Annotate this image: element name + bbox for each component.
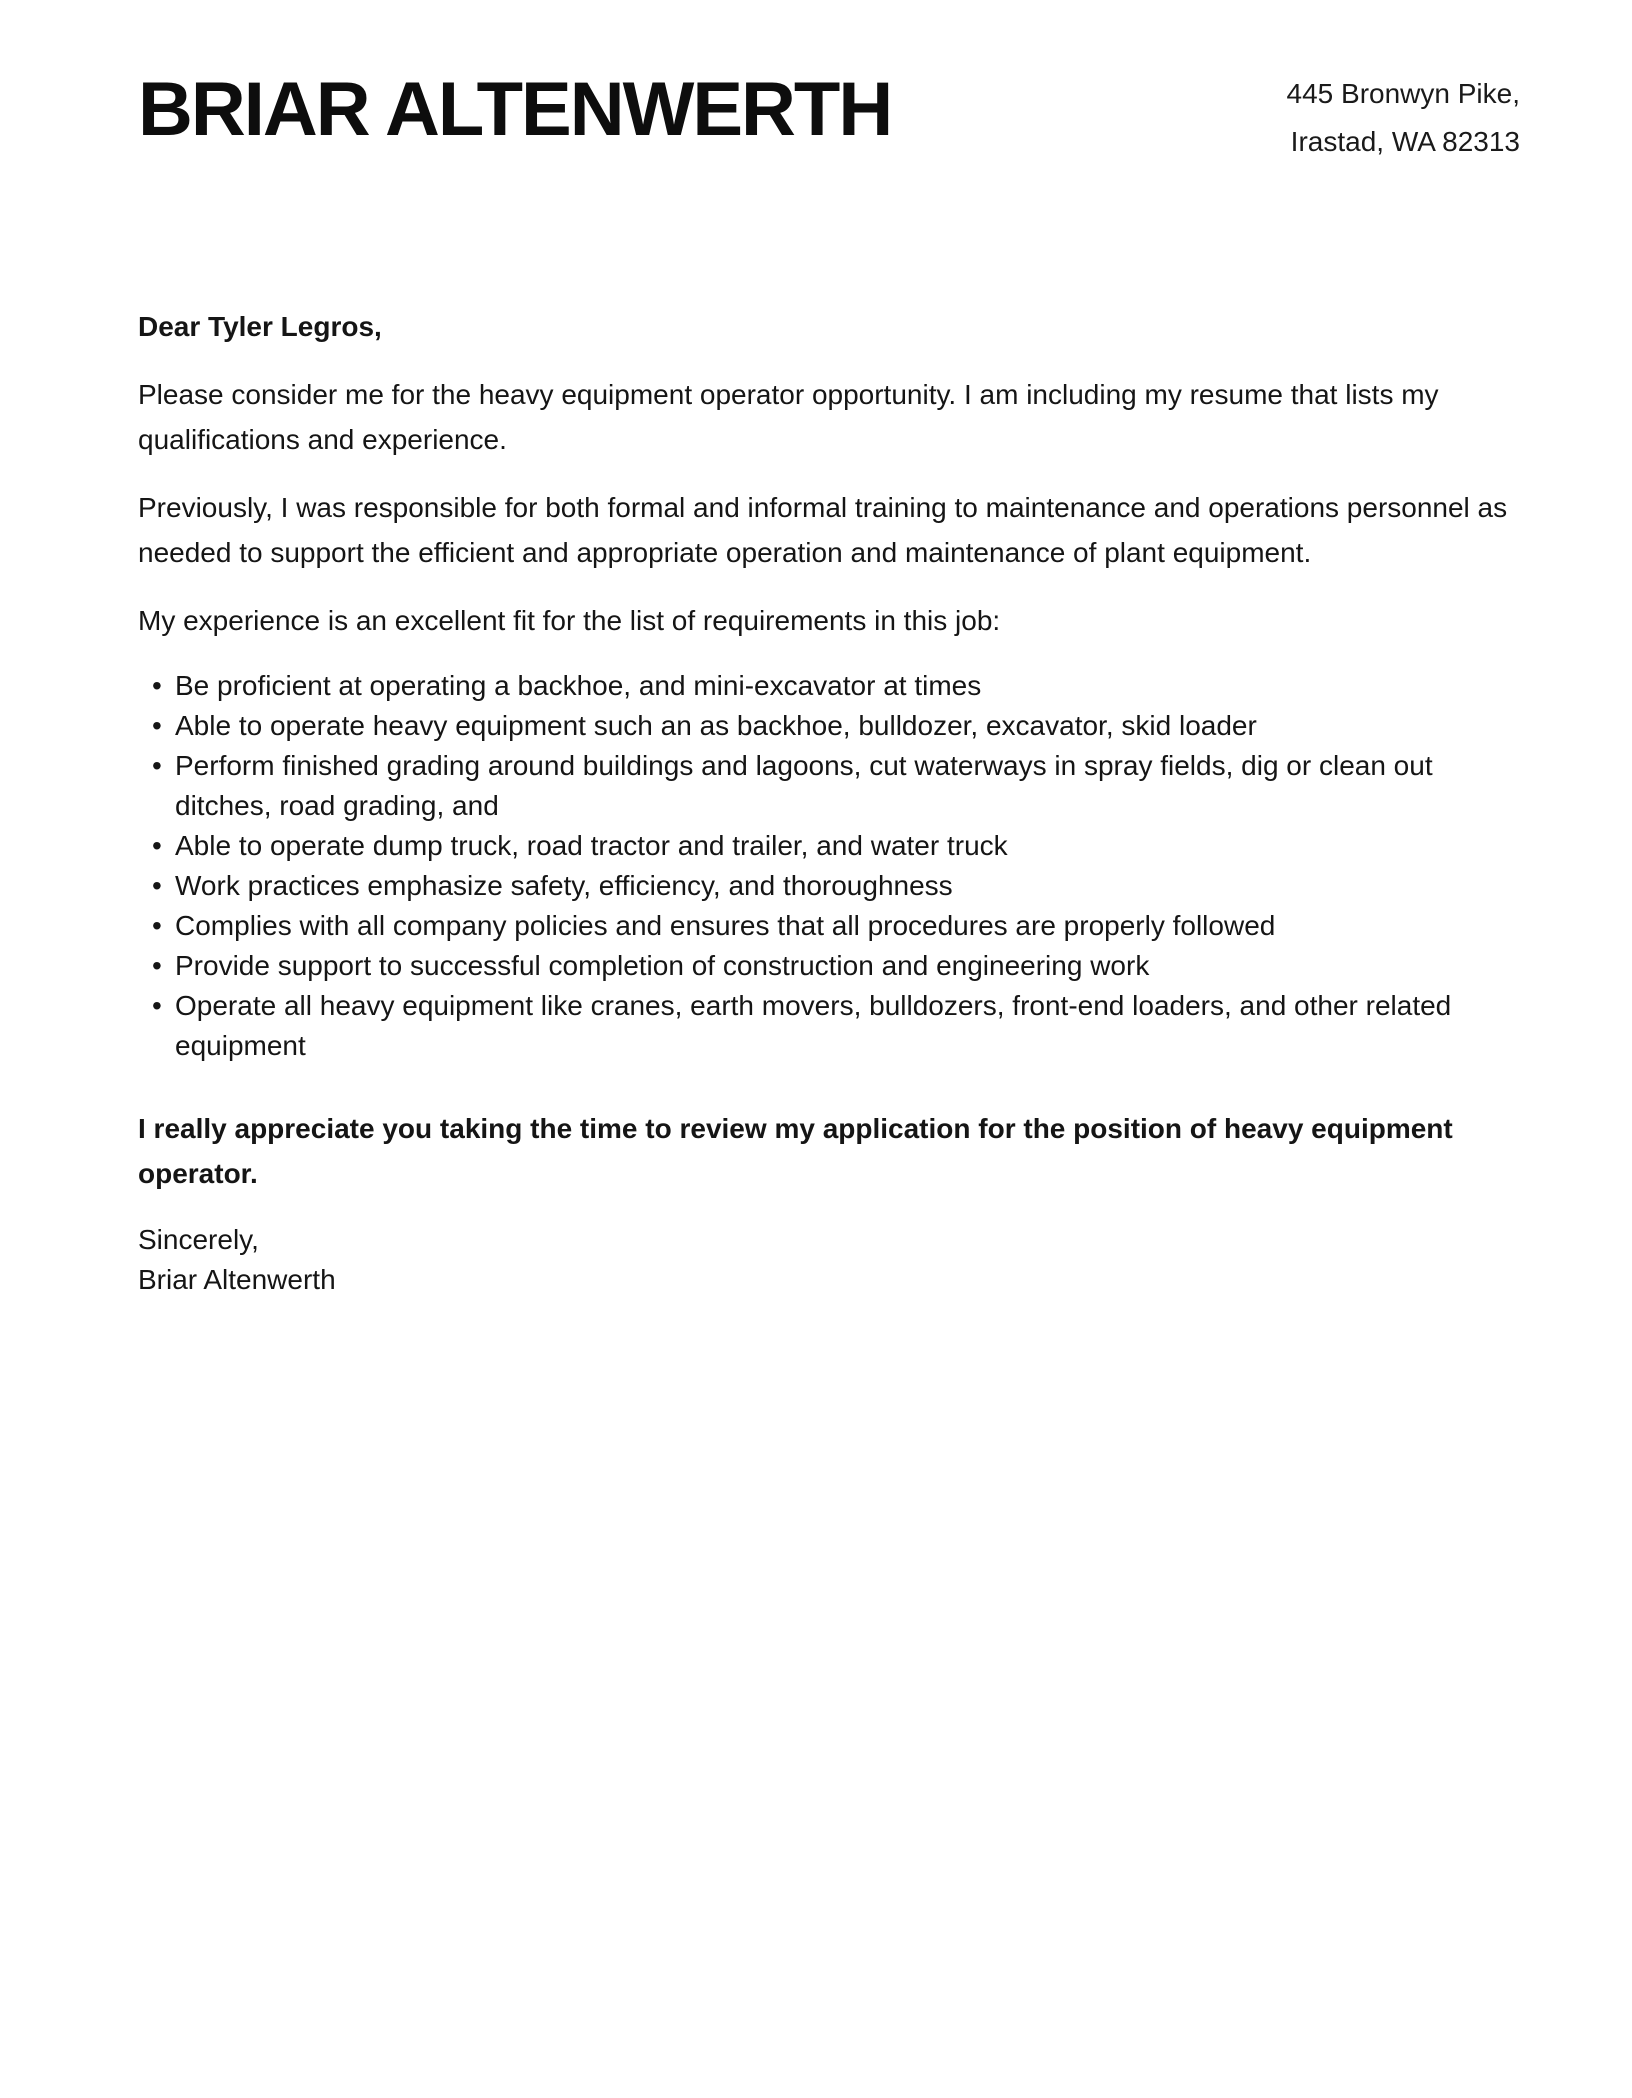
- requirement-item: • Able to operate heavy equipment such an as backhoe, bulldozer, excavator, skid loader: [138, 706, 1520, 746]
- paragraph-intro: Please consider me for the heavy equipment operator opportunity. I am including my resume that lists my qualifications and experience.: [138, 379, 1439, 455]
- salutation: Dear Tyler Legros,: [138, 311, 382, 342]
- address-line-1: 445 Bronwyn Pike,: [1286, 78, 1520, 109]
- letter-header: [138, 68, 1520, 166]
- sender-name: BRIAR ALTENWERTH: [138, 67, 892, 152]
- letter-body: [138, 304, 1520, 1300]
- requirements-list: [138, 666, 1520, 1066]
- paragraph-appreciation: I really appreciate you taking the time to review my application for the position of heavy equipment operator.: [138, 1113, 1453, 1189]
- requirement-item: • Complies with all company policies and ensures that all procedures are properly followed: [138, 906, 1520, 946]
- paragraph-previous-experience: Previously, I was responsible for both formal and informal training to maintenance and operations personnel as needed to support the efficient and appropriate operation and maintenance of plant equipment.: [138, 492, 1508, 568]
- requirement-item: • Work practices emphasize safety, efficiency, and thoroughness: [138, 866, 1520, 906]
- requirement-item: • Provide support to successful completion of construction and engineering work: [138, 946, 1520, 986]
- requirement-item: • Be proficient at operating a backhoe, and mini-excavator at times: [138, 666, 1520, 706]
- requirement-item: • Perform finished grading around buildings and lagoons, cut waterways in spray fields, dig or clean out ditches, road grading, and: [138, 746, 1520, 826]
- requirement-item: • Operate all heavy equipment like cranes, earth movers, bulldozers, front-end loaders, and other related equipment: [138, 986, 1520, 1066]
- paragraph-fit-intro: My experience is an excellent fit for the list of requirements in this job:: [138, 605, 1001, 636]
- requirement-item: • Able to operate dump truck, road tractor and trailer, and water truck: [138, 826, 1520, 866]
- sender-address: [1287, 68, 1520, 166]
- address-line-2: Irastad, WA 82313: [1290, 126, 1520, 157]
- signoff-block: [138, 1220, 1520, 1300]
- signoff: Sincerely,: [138, 1224, 259, 1255]
- signature-name: Briar Altenwerth: [138, 1264, 336, 1295]
